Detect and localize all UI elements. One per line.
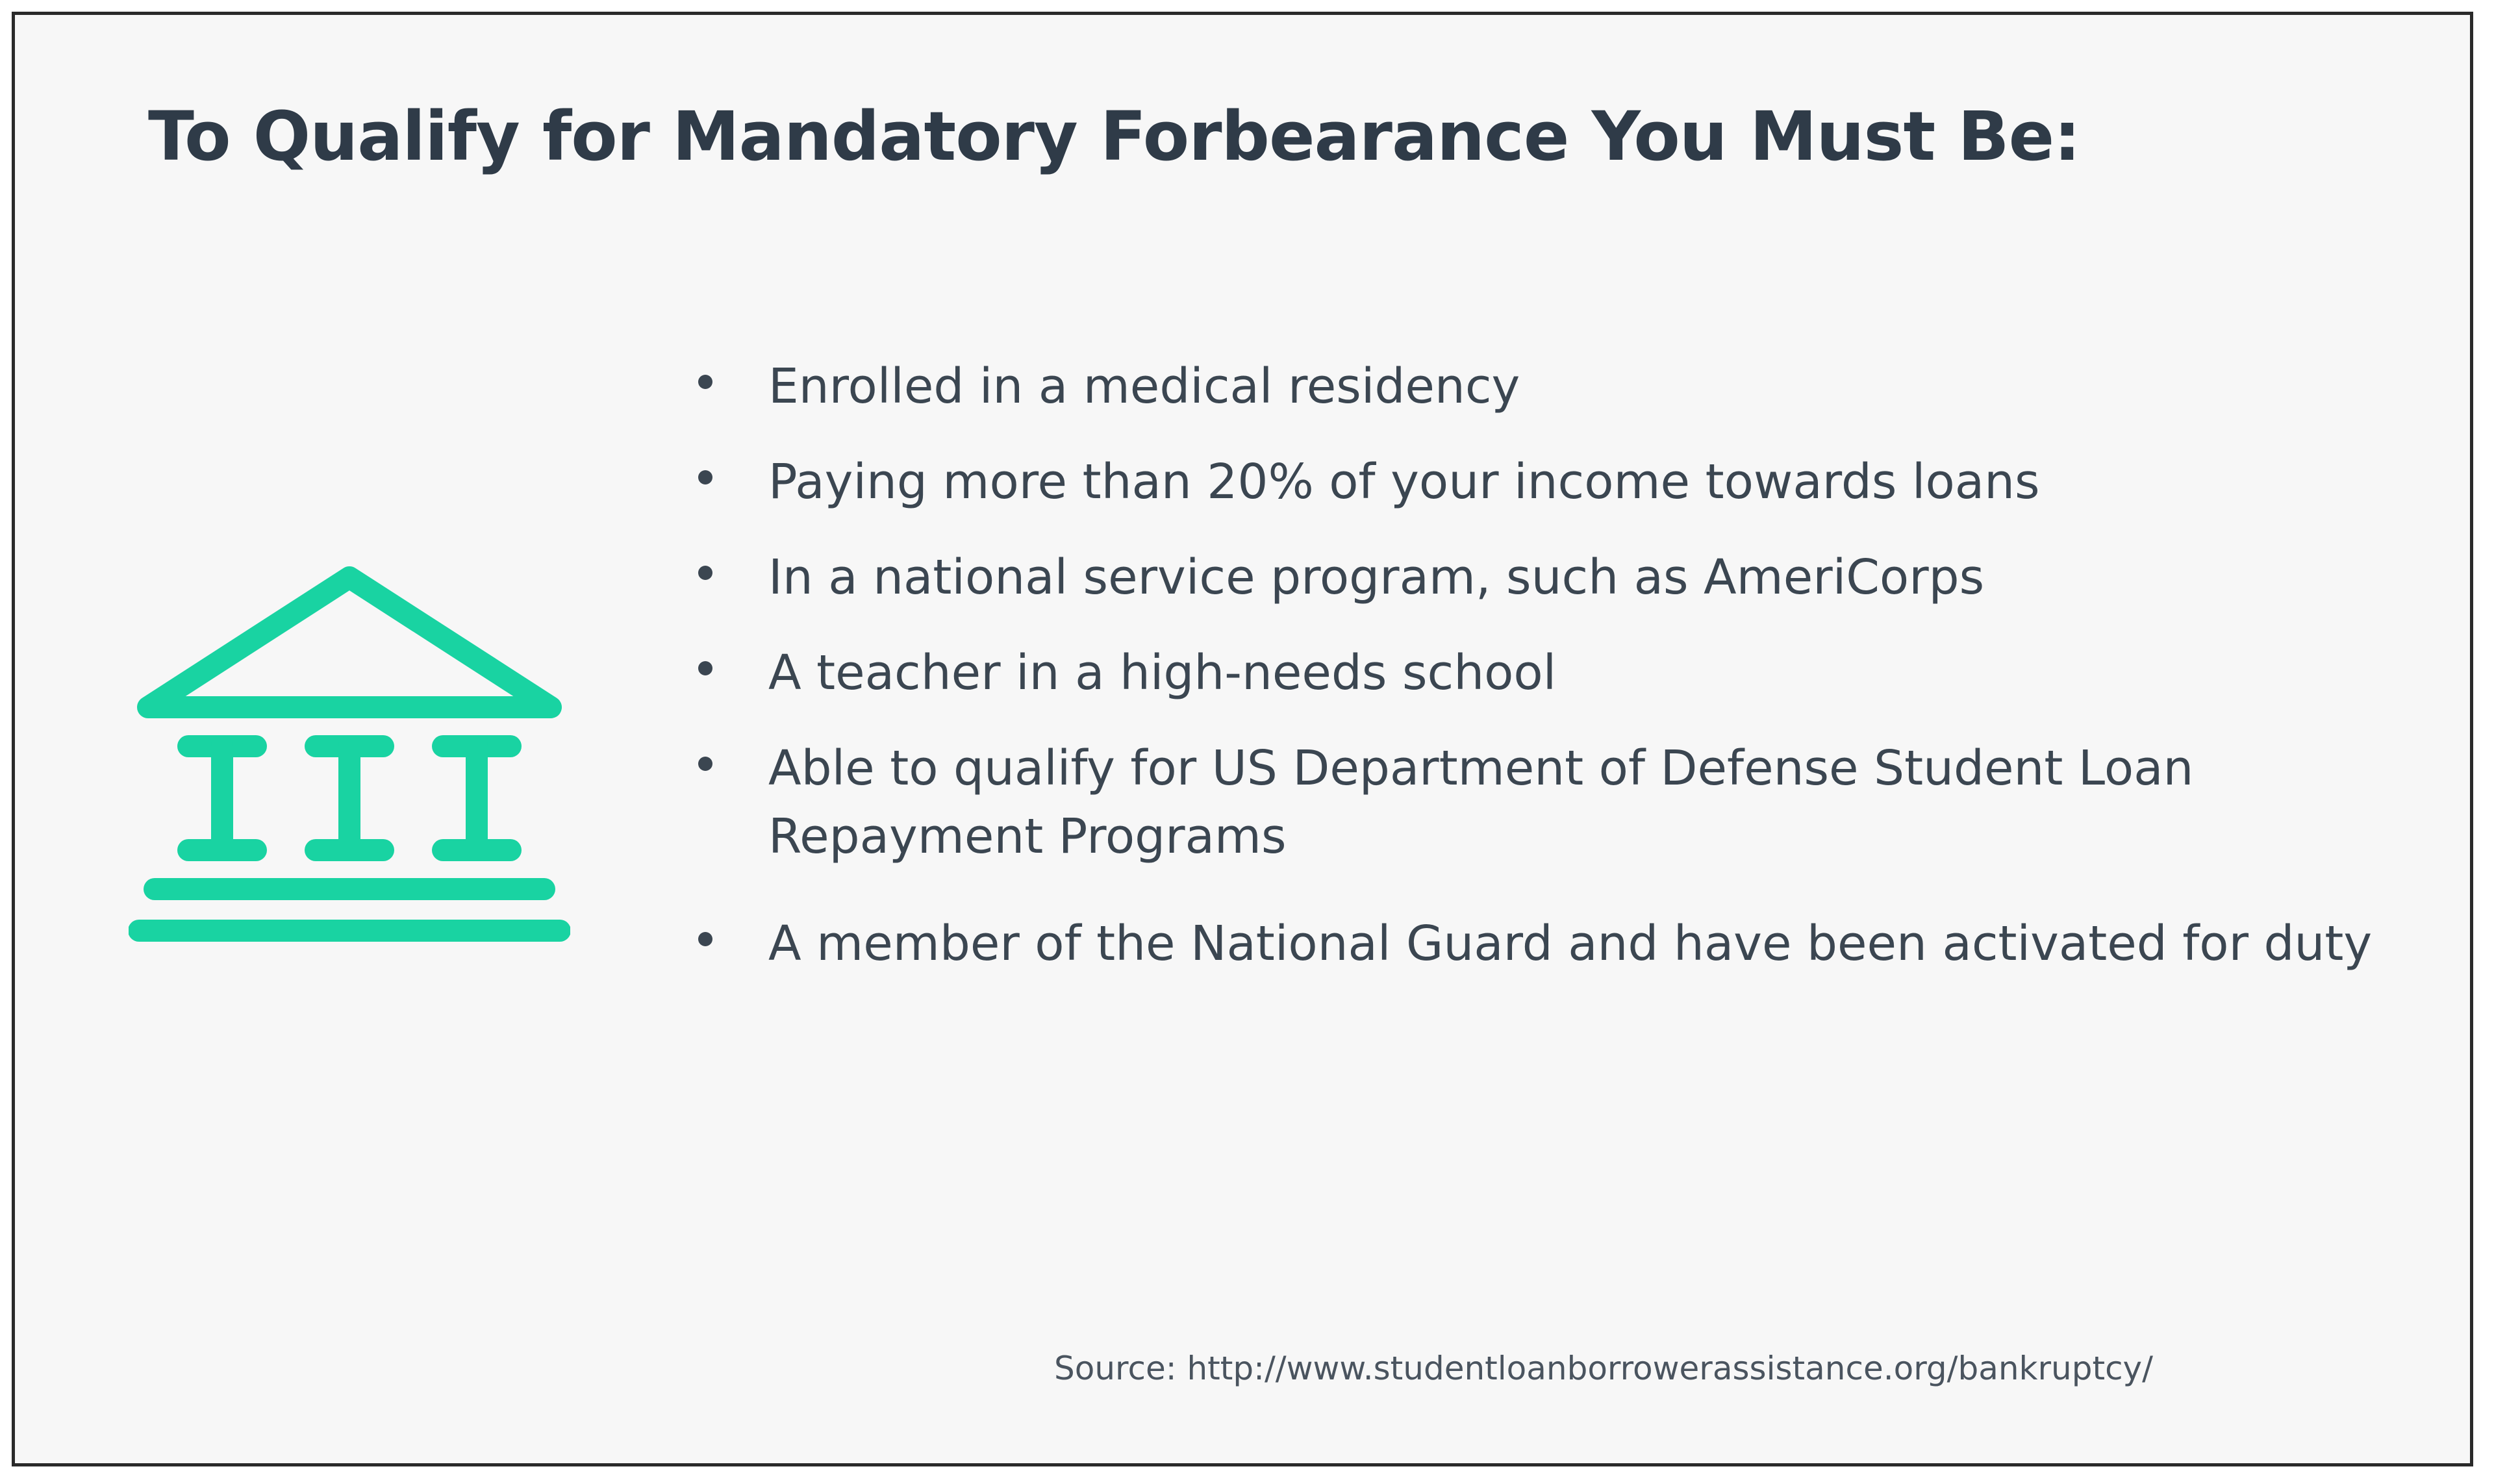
bullet-dot-icon — [698, 932, 712, 946]
list-item — [677, 639, 2392, 707]
bullet-dot-icon — [698, 566, 712, 580]
list-item — [677, 910, 2392, 978]
list-item-label: In a national service program, such as AmeriCorps — [768, 549, 1985, 606]
list-item-label: A teacher in a high-needs school — [768, 645, 1557, 701]
list-item-label: Paying more than 20% of your income towards loans — [768, 454, 2040, 510]
list-item — [677, 353, 2392, 421]
page-title: To Qualify for Mandatory Forbearance You Must Be: — [148, 97, 2080, 176]
bank-building-icon — [129, 554, 570, 957]
list-item-label: Enrolled in a medical residency — [768, 358, 1520, 414]
list-item — [677, 544, 2392, 612]
list-item — [677, 735, 2392, 871]
list-item — [677, 448, 2392, 516]
qualification-list — [677, 353, 2392, 1006]
bullet-dot-icon — [698, 375, 712, 389]
slide-container — [12, 12, 2473, 1466]
bullet-dot-icon — [698, 470, 712, 484]
list-item-label: A member of the National Guard and have been activated for duty — [768, 916, 2373, 972]
bullet-dot-icon — [698, 757, 712, 771]
bullet-dot-icon — [698, 661, 712, 675]
source-citation: Source: http://www.studentloanborrowerassistance.org/bankruptcy/ — [1054, 1350, 2153, 1387]
list-item-label: Able to qualify for US Department of Defense Student Loan Repayment Programs — [768, 740, 2194, 865]
